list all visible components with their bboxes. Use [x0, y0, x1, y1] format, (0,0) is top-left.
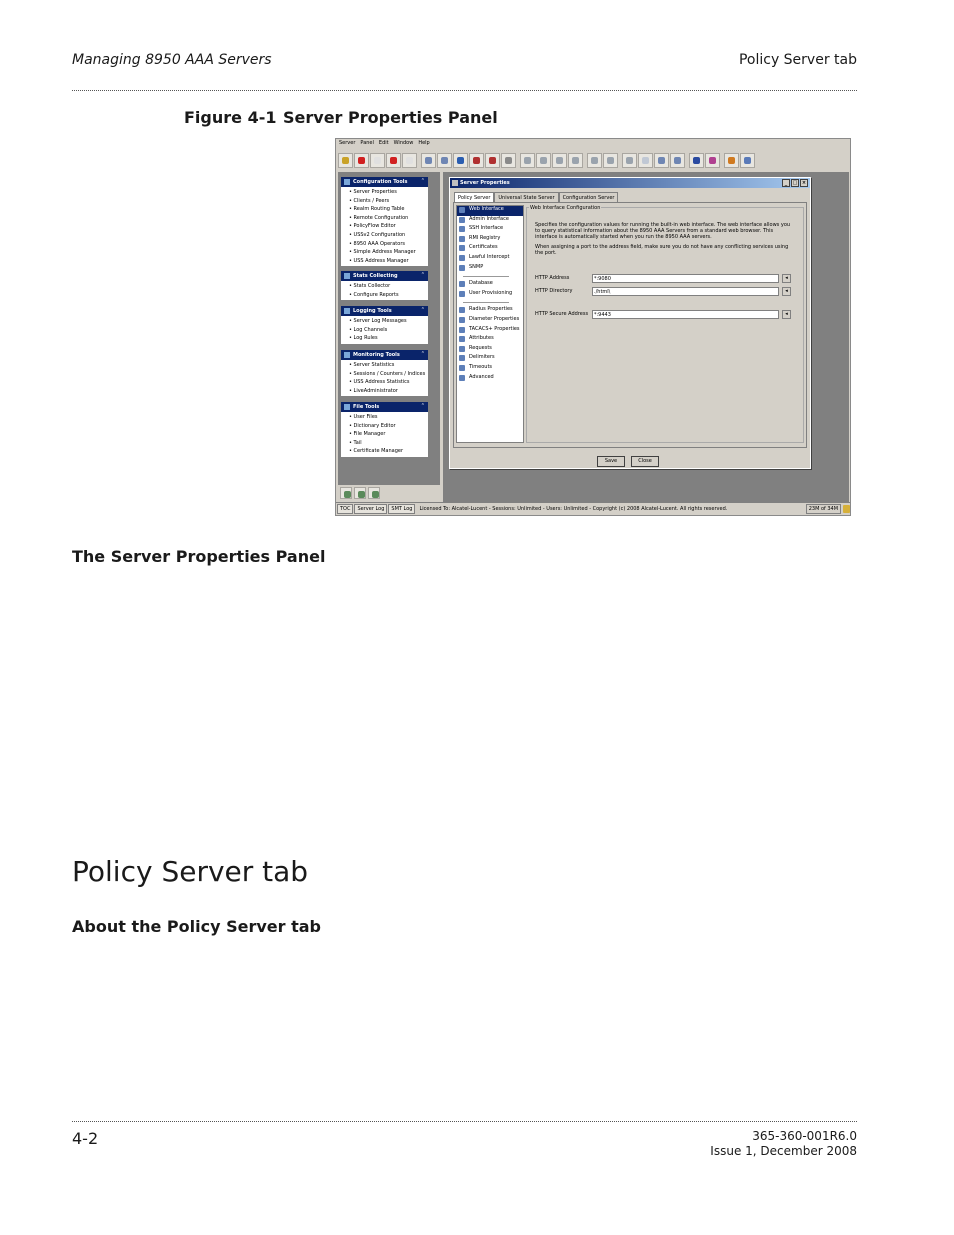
nav-user-provisioning[interactable]: User Provisioning [457, 290, 523, 300]
http-secure-address-field[interactable]: *:9443 [592, 310, 779, 319]
http-directory-label: HTTP Directory [535, 288, 573, 294]
connect-icon[interactable] [338, 153, 353, 168]
tool-link[interactable]: • USS Address Manager [349, 257, 428, 266]
start-icon[interactable] [354, 153, 369, 168]
tool-link[interactable]: • PolicyFlow Editor [349, 222, 428, 231]
tool-link[interactable]: • File Manager [349, 430, 428, 439]
http-secure-address-label: HTTP Secure Address [535, 311, 589, 317]
status-tab-toc[interactable]: TOC [337, 504, 353, 514]
status-bar [336, 502, 850, 515]
tools-pane [338, 172, 440, 502]
nav-timeouts[interactable]: Timeouts [457, 364, 523, 374]
tab-universal-state-server[interactable]: Universal State Server [494, 192, 558, 203]
menu-edit[interactable]: Edit [378, 140, 389, 146]
monitoring-tools-title[interactable]: Monitoring Tools ⌃ [341, 350, 428, 360]
menu-panel[interactable]: Panel [360, 140, 374, 146]
nav-separator [457, 273, 523, 280]
nav-database[interactable]: Database [457, 280, 523, 290]
figure-title: Server Properties Panel [283, 108, 498, 127]
nav-tacacs-properties[interactable]: TACACS+ Properties [457, 326, 523, 336]
toolbar [338, 150, 848, 170]
nav-web-interface[interactable]: Web Interface [457, 206, 523, 216]
file-tools-group [341, 402, 428, 457]
nav-ssh-interface[interactable]: SSH Interface [457, 225, 523, 235]
http-address-field[interactable]: *:9080 [592, 274, 779, 283]
tool-link[interactable]: • Dictionary Editor [349, 422, 428, 431]
menu-server[interactable]: Server [339, 140, 356, 146]
menu-help[interactable]: Help [418, 140, 430, 146]
stop-icon[interactable] [386, 153, 401, 168]
tool-link[interactable]: • Clients / Peers [349, 197, 428, 206]
http-directory-picker-icon[interactable]: ◂ [782, 287, 791, 296]
page-number: 4-2 [72, 1129, 99, 1148]
tool-link[interactable]: • Simple Address Manager [349, 248, 428, 257]
tool-link[interactable]: • Server Statistics [349, 361, 428, 370]
save-button[interactable]: Save [597, 456, 625, 467]
web-interface-config-group [526, 207, 804, 443]
database-icon[interactable] [740, 153, 755, 168]
document-icon[interactable] [402, 153, 417, 168]
server-properties-window [449, 177, 811, 469]
property-nav-list [456, 205, 524, 443]
export-icon[interactable] [368, 487, 380, 499]
tool-link[interactable]: • Certificate Manager [349, 447, 428, 456]
monitor-icon[interactable] [670, 153, 685, 168]
menu-bar [336, 139, 850, 148]
refresh-icon[interactable] [453, 153, 468, 168]
save-all-icon[interactable] [437, 153, 452, 168]
cut-icon[interactable] [536, 153, 551, 168]
pane-toolbar [338, 485, 440, 502]
status-tab-smt-log[interactable]: SMT Log [388, 504, 415, 514]
blank-icon[interactable] [638, 153, 653, 168]
close-button[interactable]: Close [631, 456, 659, 467]
configuration-tools-group [341, 177, 428, 266]
workspace [443, 172, 849, 502]
tab-configuration-server[interactable]: Configuration Server [559, 192, 619, 203]
footer-rule [72, 1121, 857, 1122]
logging-tools-group [341, 306, 428, 344]
lock-icon [843, 505, 850, 513]
properties-icon[interactable] [654, 153, 669, 168]
memory-indicator: 23M of 34M [806, 504, 841, 514]
stats-collecting-title[interactable]: Stats Collecting ⌃ [341, 271, 428, 281]
config-group-title: Web Interface Configuration [530, 205, 601, 211]
monitoring-tools-group [341, 350, 428, 396]
main-heading: Policy Server tab [72, 855, 309, 888]
tool-link[interactable]: • Sessions / Counters / Indices [349, 370, 428, 379]
nav-diameter-properties[interactable]: Diameter Properties [457, 316, 523, 326]
document-info [710, 1129, 857, 1159]
window-title: Server Properties _ □ × [450, 178, 810, 188]
menu-window[interactable]: Window [393, 140, 414, 146]
configuration-tools-title[interactable]: Configuration Tools ⌃ [341, 177, 428, 187]
nav-radius-properties[interactable]: Radius Properties [457, 306, 523, 316]
tool-link[interactable]: • Server Log Messages [349, 317, 428, 326]
nav-delimiters[interactable]: Delimiters [457, 354, 523, 364]
tab-policy-server[interactable]: Policy Server [454, 192, 494, 203]
stats-collecting-group [341, 271, 428, 300]
tool-link[interactable]: • USS Address Statistics [349, 378, 428, 387]
description-paragraph: When assigning a port to the address field, make sure you do not have any conflicting services using the port. [535, 244, 789, 256]
description-paragraph: Specifies the configuration values for running the built-in web interface. The web interface allows you to query statistical information about the 8950 AAA Servers from a standard web browser. This interface is automatically started when you run the 8950 AAA servers. [535, 222, 791, 240]
tool-link[interactable]: • 8950 AAA Operators [349, 240, 428, 249]
header-rule [72, 90, 857, 91]
tool-link[interactable]: • Remote Configuration [349, 214, 428, 223]
close-panel-icon[interactable] [469, 153, 484, 168]
file-tools-title[interactable]: File Tools ⌃ [341, 402, 428, 412]
nav-certificates[interactable]: Certificates [457, 244, 523, 254]
tool-link[interactable]: • Log Rules [349, 334, 428, 343]
find-icon[interactable] [587, 153, 602, 168]
tool-link[interactable]: • Server Properties [349, 188, 428, 197]
running-header-left: Managing 8950 AAA Servers [72, 52, 272, 68]
tab-content [453, 202, 807, 448]
collapse-icon[interactable]: ⌃ [420, 307, 425, 313]
collapse-icon[interactable]: ⌃ [420, 351, 425, 357]
help-icon[interactable] [689, 153, 704, 168]
section-heading-server-properties: The Server Properties Panel [72, 547, 326, 566]
move-icon[interactable] [354, 487, 366, 499]
license-message: Licensed To: Alcatel-Lucent - Sessions: Unlimited - Users: Unlimited - Copyright (c) 2008 Alcatel-Lucent. All rights reserved. [419, 506, 728, 512]
status-tab-server-log[interactable]: Server Log [354, 504, 387, 514]
save-icon[interactable] [421, 153, 436, 168]
tool-link[interactable]: • USSv2 Configuration [349, 231, 428, 240]
running-header-right: Policy Server tab [738, 52, 857, 68]
tool-link[interactable]: • LiveAdministrator [349, 387, 428, 396]
nav-snmp[interactable]: SNMP [457, 264, 523, 274]
server-properties-screenshot [335, 138, 851, 516]
tool-link[interactable]: • Stats Collector [349, 282, 428, 291]
close-window-button[interactable]: × [801, 180, 807, 186]
collapse-icon[interactable]: ⌃ [420, 178, 425, 184]
print-icon[interactable] [501, 153, 516, 168]
issue-date: Issue 1, December 2008 [710, 1144, 857, 1158]
tools-icon[interactable] [622, 153, 637, 168]
tool-link[interactable]: • Log Channels [349, 326, 428, 335]
http-address-label: HTTP Address [535, 275, 570, 281]
collapse-icon[interactable]: ⌃ [420, 403, 425, 409]
collapse-icon[interactable]: ⌃ [420, 272, 425, 278]
http-secure-address-picker-icon[interactable]: ◂ [782, 310, 791, 319]
http-address-picker-icon[interactable]: ◂ [782, 274, 791, 283]
minimize-button[interactable]: _ [782, 179, 790, 187]
section-heading-about: About the Policy Server tab [72, 917, 321, 936]
document-icon[interactable] [370, 153, 385, 168]
paste-icon[interactable] [568, 153, 583, 168]
tool-link[interactable]: • Tail [349, 439, 428, 448]
config-description [535, 222, 793, 260]
wrench-icon[interactable] [724, 153, 739, 168]
nav-lawful-intercept[interactable]: Lawful Intercept [457, 254, 523, 264]
http-directory-field[interactable]: ./html\ [592, 287, 779, 296]
copy-icon[interactable] [552, 153, 567, 168]
nav-rmi-registry[interactable]: RMI Registry [457, 235, 523, 245]
reload-icon[interactable] [520, 153, 535, 168]
close-all-icon[interactable] [485, 153, 500, 168]
nav-separator [457, 299, 523, 306]
nav-requests[interactable]: Requests [457, 345, 523, 355]
tool-link[interactable]: • Configure Reports [349, 291, 428, 300]
add-icon[interactable] [340, 487, 352, 499]
find-next-icon[interactable] [603, 153, 618, 168]
document-number: 365-360-001R6.0 [752, 1129, 857, 1143]
figure-caption [184, 108, 498, 127]
tool-link[interactable]: • User Files [349, 413, 428, 422]
help-topics-icon[interactable] [705, 153, 720, 168]
figure-number: Figure 4-1 [184, 108, 277, 127]
nav-advanced[interactable]: Advanced [457, 374, 523, 384]
nav-attributes[interactable]: Attributes [457, 335, 523, 345]
nav-admin-interface[interactable]: Admin Interface [457, 216, 523, 226]
maximize-button[interactable]: □ [792, 180, 798, 186]
logging-tools-title[interactable]: Logging Tools ⌃ [341, 306, 428, 316]
tool-link[interactable]: • Realm Routing Table [349, 205, 428, 214]
